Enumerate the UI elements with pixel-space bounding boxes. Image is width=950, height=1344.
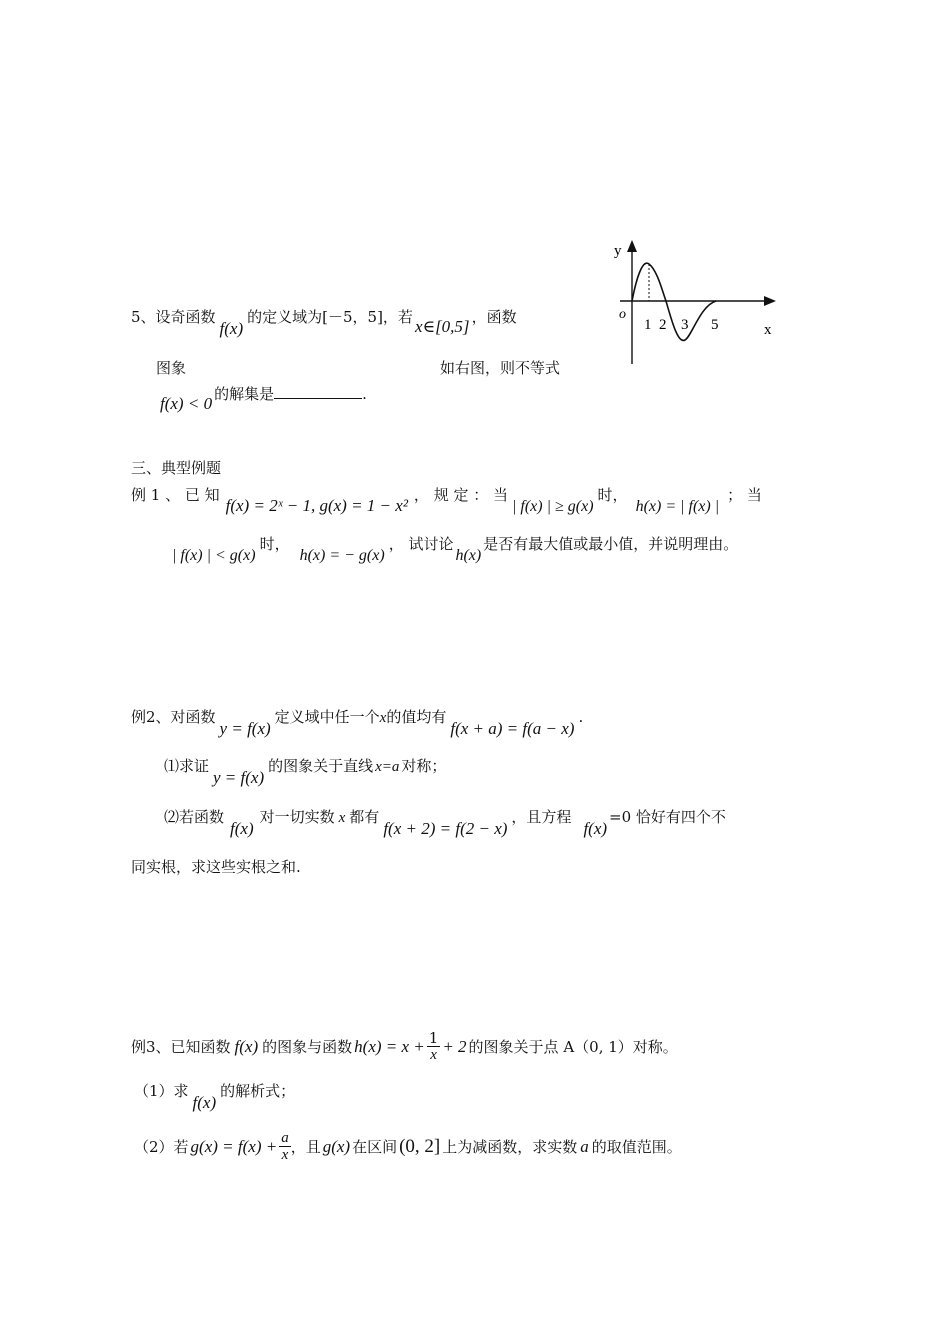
ex1-h2: h(x) = − g(x) xyxy=(299,547,385,564)
ex3-fx: f(x) xyxy=(234,1036,259,1056)
ex1-text-c: 时， xyxy=(597,486,628,504)
ex3-p2-a-var: a xyxy=(580,1136,589,1156)
ex1-text-g: 是否有最大值或最小值，并说明理由。 xyxy=(483,535,739,553)
ex3-p2-fraction xyxy=(279,1130,291,1163)
ex1-fg: f(x) = 2ˣ − 1, g(x) = 1 − x² xyxy=(225,496,408,515)
q5-text-a: 5、设奇函数 xyxy=(131,308,216,326)
ex1-text-b: ， 规 定 ： 当 xyxy=(413,486,508,504)
tick-2: 2 xyxy=(659,317,667,333)
ex2-text-b: 定义域中任一个 xyxy=(274,708,380,726)
ex2-yf: y = f(x) xyxy=(219,719,271,738)
function-graph xyxy=(600,230,800,370)
q5-text-c: ，函数 xyxy=(471,308,517,326)
tick-1: 1 xyxy=(644,317,652,333)
ex2-eq: f(x + a) = f(a − x) xyxy=(450,719,575,738)
ex3-frac-num: 1 xyxy=(428,1029,439,1047)
label-x: x xyxy=(764,322,772,338)
tick-3: 3 xyxy=(681,317,689,333)
tick-5: 5 xyxy=(711,317,719,333)
section-heading: 三、典型例题 xyxy=(131,459,222,477)
ex2-text-a: 例2、对函数 xyxy=(131,708,216,726)
q5-text-e: 如右图，则不等式 xyxy=(440,359,561,377)
ex1-line1 xyxy=(131,484,762,515)
ex1-text-e: 时， xyxy=(259,535,290,553)
ex2-p2-d: ，且方程 xyxy=(511,808,572,826)
ex2-p1-line: x=a xyxy=(375,759,400,775)
x-axis-arrow xyxy=(764,296,776,306)
ex2-line1 xyxy=(131,706,584,738)
ex2-p2-fx: f(x) xyxy=(230,819,254,838)
y-axis-arrow xyxy=(627,240,637,252)
ex1-text-f: ， 试讨论 xyxy=(388,535,454,553)
ex2-p2-e: =0 恰好有四个不 xyxy=(609,808,726,826)
ex3-p1-a: （1）求 xyxy=(134,1082,189,1100)
q5-text-d: 图象 xyxy=(156,359,187,377)
ex3-frac-den: x xyxy=(430,1047,437,1063)
ex1-line2 xyxy=(172,533,739,564)
answer-blank[interactable] xyxy=(274,384,362,399)
ex2-part1 xyxy=(164,755,447,787)
ex2-x: x xyxy=(379,710,387,726)
ex3-fraction xyxy=(427,1030,441,1063)
ex3-p2-gx: g(x) xyxy=(322,1136,351,1156)
q5-line1 xyxy=(131,306,517,338)
ex2-p2-x: x xyxy=(338,810,346,826)
ex1-text-d: ； 当 xyxy=(727,486,762,504)
ex1-text-a: 例 1 、 已 知 xyxy=(131,486,220,504)
ex2-part2 xyxy=(164,806,726,838)
ex3-plus2: + 2 xyxy=(442,1036,467,1056)
ex2-text-c: 的值均有 xyxy=(386,708,447,726)
ex1-h: h(x) xyxy=(455,547,482,564)
ex3-part1 xyxy=(134,1080,296,1112)
ex3-p2-frac-den: x xyxy=(281,1147,289,1163)
ex3-p2-b: ，且 xyxy=(290,1138,321,1156)
ex2-p1-c: 对称； xyxy=(401,757,447,775)
ex3-p2-d: 上为减函数，求实数 xyxy=(442,1138,578,1156)
q5-text-f: 的解集是 xyxy=(214,385,275,403)
ex2-p2-fx2: f(x) xyxy=(583,819,608,838)
ex3-part2 xyxy=(134,1130,682,1163)
ex2-text-d: . xyxy=(578,708,584,726)
ex1-cond1: | f(x) | ≥ g(x) xyxy=(512,498,594,515)
ex3-p2-a: （2）若 xyxy=(134,1138,189,1156)
ex3-text-c: 的图象关于点 A（0, 1）对称。 xyxy=(468,1038,678,1056)
q5-inequality: f(x) < 0 xyxy=(160,394,213,413)
ex3-line1 xyxy=(131,1030,678,1063)
ex3-p1-b: 的解析式； xyxy=(220,1082,296,1100)
ex2-p2-f: 同实根，求这些实根之和. xyxy=(131,858,301,876)
ex3-p2-frac-num: a xyxy=(281,1130,289,1146)
ex3-p2-interval: (0, 2] xyxy=(399,1135,441,1157)
ex3-p2-c: 在区间 xyxy=(352,1138,398,1156)
label-origin: o xyxy=(619,307,626,322)
ex1-h1: h(x) = | f(x) | xyxy=(635,498,720,515)
q5-fx: f(x) xyxy=(219,319,244,338)
ex2-p2-eq: f(x + 2) = f(2 − x) xyxy=(383,819,508,838)
ex2-p2-a: ⑵若函数 xyxy=(164,808,225,826)
ex1-cond2: | f(x) | < g(x) xyxy=(172,547,256,564)
q5-line3 xyxy=(160,383,367,413)
q5-text-b: 的定义域为[－5，5]，若 xyxy=(247,308,413,326)
q5-cond: x∈[0,5] xyxy=(414,317,470,336)
ex2-p2-c: 都有 xyxy=(349,808,380,826)
ex3-hx: h(x) = x + xyxy=(354,1036,425,1056)
ex2-p1-b: 的图象关于直线 xyxy=(268,757,374,775)
ex3-text-b: 的图象与函数 xyxy=(262,1038,353,1056)
q5-text-g: . xyxy=(362,385,367,403)
ex3-p2-e: 的取值范围。 xyxy=(591,1138,682,1156)
ex2-p1-a: ⑴求证 xyxy=(164,757,210,775)
label-y: y xyxy=(614,243,622,259)
ex3-text-a: 例3、已知函数 xyxy=(131,1038,231,1056)
ex3-p2-g: g(x) = f(x) + xyxy=(190,1136,278,1156)
ex2-p2-b: 对一切实数 xyxy=(259,808,335,826)
ex3-p1-fx: f(x) xyxy=(192,1093,217,1112)
ex2-p1-yf: y = f(x) xyxy=(213,768,265,787)
